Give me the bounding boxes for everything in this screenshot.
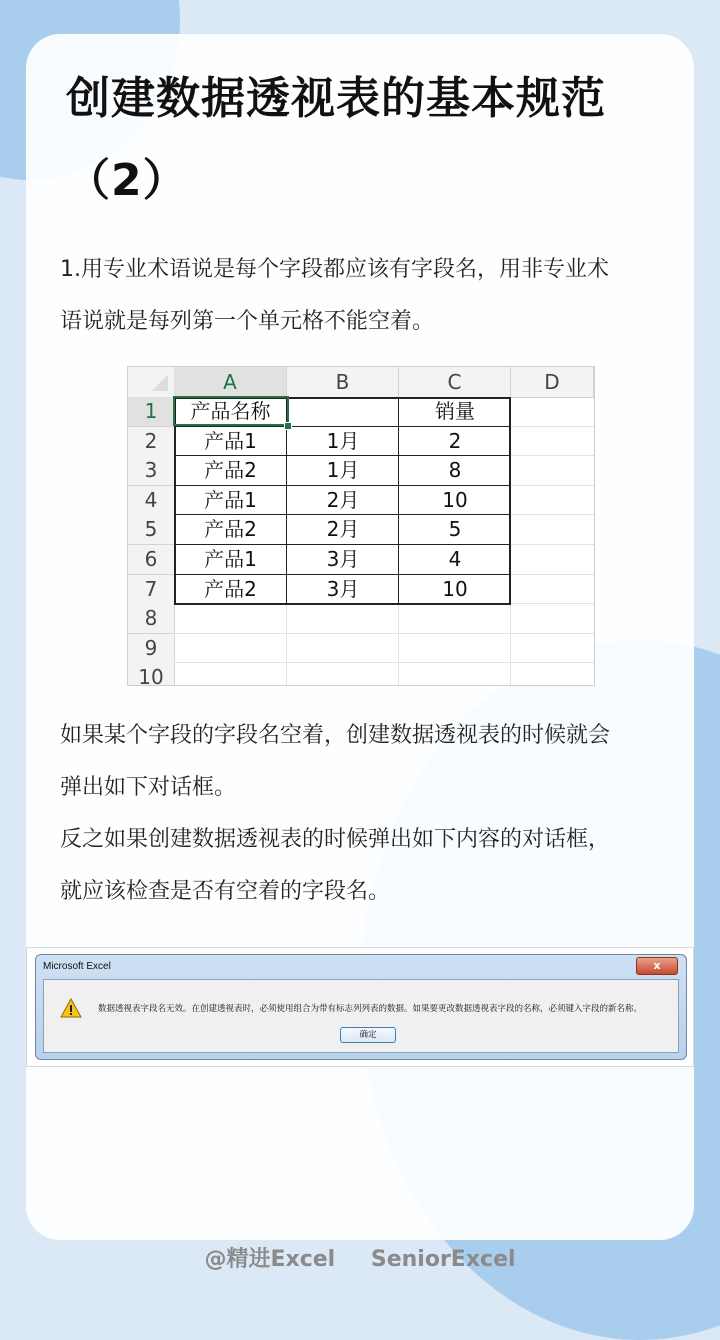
cell-c6: 4 [448, 547, 462, 571]
excel-dialog [35, 954, 687, 1060]
cell-a6: 产品1 [204, 547, 257, 571]
row-header-3: 3 [128, 456, 175, 486]
paragraph-2-line-1: 如果某个字段的字段名空着，创建数据透视表的时候就会 [60, 723, 611, 748]
footer [0, 1242, 720, 1273]
row-header-2: 2 [128, 427, 175, 457]
row-header-8: 8 [128, 604, 175, 634]
cell-b3: 1月 [326, 458, 360, 483]
dialog-close-button[interactable]: x [636, 957, 678, 975]
gridline-horizontal [174, 633, 594, 634]
page-title [66, 58, 666, 222]
column-header-a: A [174, 367, 287, 398]
row-header-4: 4 [128, 486, 175, 516]
dialog-title: Microsoft Excel [43, 961, 111, 972]
paragraph-3 [60, 814, 670, 918]
cell-a3: 产品2 [204, 458, 257, 483]
paragraph-2 [60, 710, 670, 814]
spreadsheet-screenshot [127, 366, 595, 686]
column-header-c: C [399, 367, 511, 398]
paragraph-1 [60, 244, 670, 348]
footer-brand: SeniorExcel [370, 1247, 516, 1272]
paragraph-1-line-2: 语说就是每列第一个单元格不能空着。 [60, 309, 435, 334]
ok-button[interactable]: 确定 [340, 1027, 396, 1043]
paragraph-3-line-1: 反之如果创建数据透视表的时候弹出如下内容的对话框， [60, 827, 611, 852]
cell-b6: 3月 [326, 547, 360, 571]
row-header-10: 10 [128, 663, 175, 686]
fill-handle [284, 422, 292, 430]
row-header-1: 1 [128, 397, 175, 427]
cell-b2: 1月 [326, 428, 360, 453]
cell-c4: 10 [442, 487, 468, 512]
footer-handle: @精进Excel [204, 1247, 336, 1272]
row-header-5: 5 [128, 515, 175, 545]
cell-a7: 产品2 [204, 576, 257, 601]
cell-c5: 5 [448, 517, 462, 542]
warning-icon [60, 998, 82, 1018]
selected-cell-a1 [173, 396, 289, 426]
cell-b5: 2月 [326, 517, 360, 542]
select-all-corner [128, 367, 175, 398]
paragraph-2-line-2: 弹出如下对话框。 [60, 775, 237, 800]
cell-b4: 2月 [326, 487, 360, 512]
cell-a4: 产品1 [204, 487, 257, 512]
cell-c3: 8 [448, 458, 462, 483]
cell-a5: 产品2 [204, 517, 257, 542]
paragraph-3-line-2: 就应该检查是否有空着的字段名。 [60, 879, 391, 904]
cell-b1 [287, 397, 399, 426]
column-header-d: D [511, 367, 594, 398]
row-header-9: 9 [128, 634, 175, 664]
cell-c2: 2 [448, 428, 462, 453]
dialog-screenshot [26, 947, 694, 1067]
dialog-body [43, 979, 679, 1053]
paragraph-1-line-1: 1.用专业术语说是每个字段都应该有字段名，用非专业术 [60, 257, 609, 282]
cell-b7: 3月 [326, 576, 360, 601]
cell-a1: 产品名称 [190, 399, 271, 423]
cell-a2: 产品1 [204, 428, 257, 453]
dialog-message: 数据透视表字段名无效。在创建透视表时，必须使用组合为带有标志列列表的数据。如果要更改数据透视表字段的名称，必须键入字段的新名称。 [98, 1004, 643, 1014]
cell-c7: 10 [442, 576, 468, 601]
gridline-horizontal [174, 662, 594, 663]
title-line-2: （2） [66, 155, 188, 206]
row-header-6: 6 [128, 545, 175, 575]
title-line-1: 创建数据透视表的基本规范 [66, 73, 606, 124]
row-header-7: 7 [128, 575, 175, 605]
column-header-b: B [287, 367, 399, 398]
cell-c1: 销量 [435, 399, 475, 423]
